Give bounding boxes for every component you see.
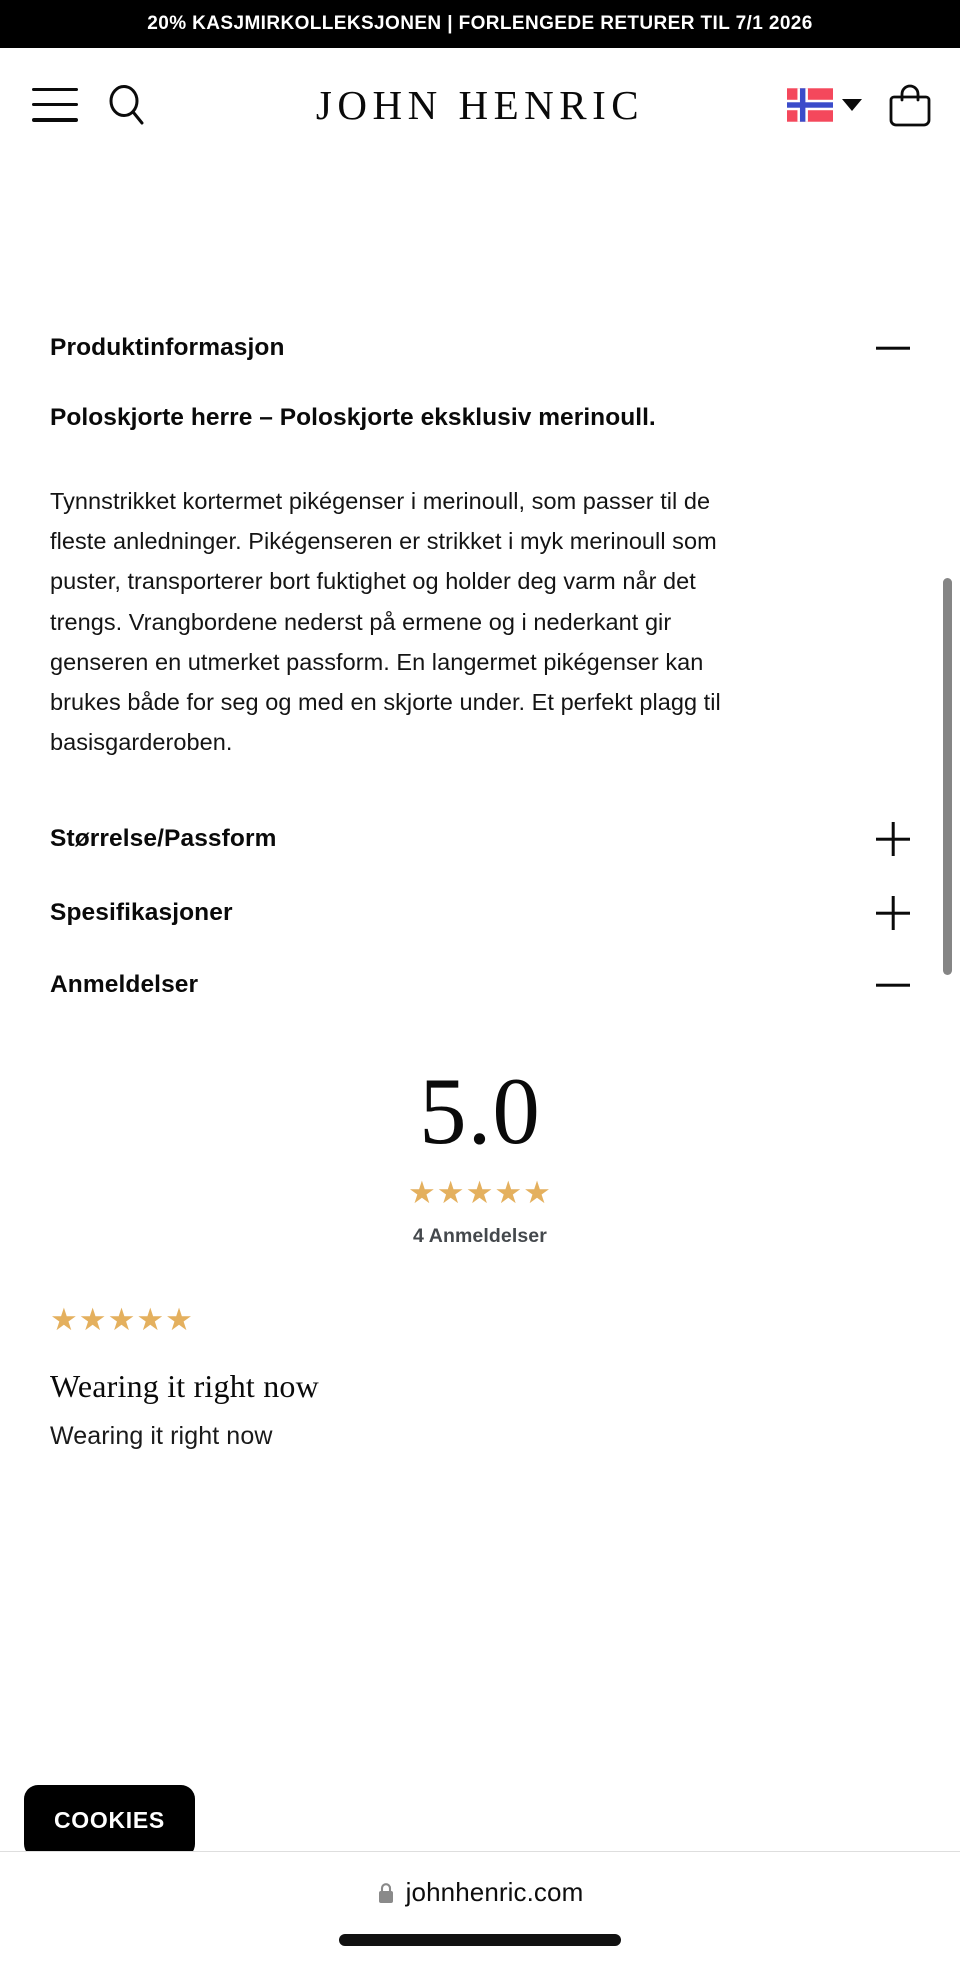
review-body: Wearing it right now	[50, 1422, 273, 1451]
site-header	[0, 48, 960, 161]
accordion-title-product-info: Produktinformasjon	[50, 334, 285, 361]
search-icon	[104, 83, 148, 127]
accordion-title-specifications: Spesifikasjoner	[50, 899, 233, 927]
rating-summary	[50, 1058, 910, 1248]
accordion-header-specifications[interactable]	[50, 896, 910, 930]
minus-icon[interactable]	[876, 331, 910, 365]
review-count-label[interactable]: 4 Anmeldelser	[413, 1225, 547, 1248]
search-button[interactable]	[104, 83, 148, 127]
chevron-down-icon	[842, 99, 862, 111]
accordion-header-product-info[interactable]	[50, 331, 910, 365]
cart-button[interactable]	[888, 82, 932, 128]
product-description: Tynnstrikket kortermet pikégenser i merinoull, som passer til de fleste anledninger. Pikégenseren er strikket i myk merinoull som puster, transporterer bort fuktighet og holder deg varm når det trengs. Vrangbordene nederst på ermene og i nederkant gir genseren en utmerket passform. En langermet pikégenser kan brukes både for seg og med en skjorte under. Et perfekt plagg til basisgarderoben.	[50, 488, 721, 756]
browser-bottom-bar	[0, 1851, 960, 1966]
accordion-title-reviews: Anmeldelser	[50, 971, 199, 999]
page-scrollbar[interactable]	[943, 578, 952, 975]
url-display[interactable]	[377, 1877, 584, 1908]
plus-icon[interactable]	[876, 822, 910, 856]
accordion-header-size-fit[interactable]	[50, 822, 910, 856]
norway-flag-icon	[787, 88, 833, 122]
plus-icon[interactable]	[876, 896, 910, 930]
content-top-spacer	[50, 161, 910, 331]
product-subtitle: Poloskjorte herre – Poloskjorte eksklusiv merinoull.	[50, 404, 656, 431]
hamburger-icon	[32, 88, 78, 122]
accordion-section-product-info	[50, 331, 910, 762]
product-accordion-page	[0, 161, 960, 1451]
shopping-bag-icon	[888, 82, 932, 128]
home-indicator	[339, 1934, 621, 1946]
review-title: Wearing it right now	[50, 1368, 319, 1405]
menu-button[interactable]	[32, 88, 78, 122]
rating-score: 5.0	[419, 1058, 541, 1165]
cookies-settings-button[interactable]: COOKIES	[24, 1785, 195, 1858]
accordion-header-reviews[interactable]	[50, 968, 910, 1002]
rating-stars: ★★★★★	[408, 1175, 552, 1211]
site-logo[interactable]: JOHN HENRIC	[315, 81, 645, 128]
url-text: johnhenric.com	[405, 1877, 584, 1907]
review-list-item	[50, 1304, 910, 1451]
promo-banner-text: 20% KASJMIRKOLLEKSJONEN | FORLENGEDE RETURER TIL 7/1 2026	[147, 13, 813, 34]
language-selector[interactable]	[787, 88, 862, 122]
review-stars: ★★★★★	[50, 1302, 194, 1338]
lock-icon	[377, 1882, 395, 1904]
header-right-group	[787, 82, 932, 128]
minus-icon[interactable]	[876, 968, 910, 1002]
promo-banner[interactable]	[0, 0, 960, 48]
accordion-title-size-fit: Størrelse/Passform	[50, 825, 277, 853]
header-left-group	[32, 83, 148, 127]
